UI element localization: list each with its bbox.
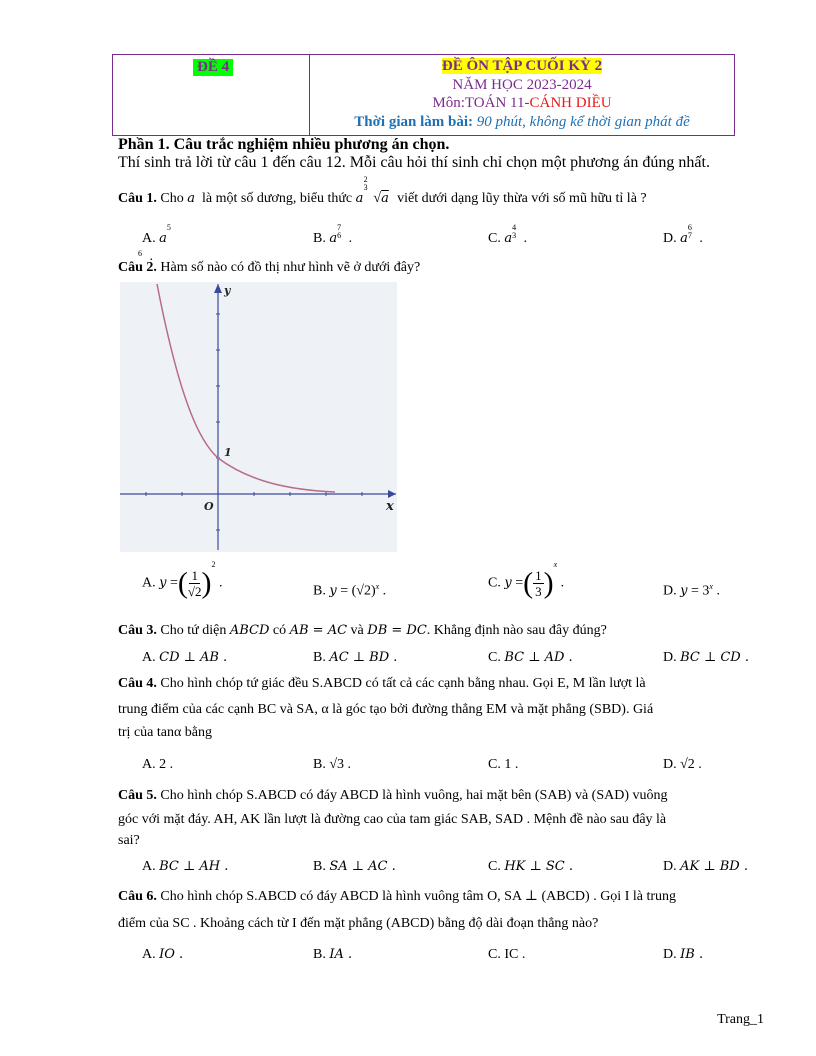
q4-option-d[interactable]: D. √2 . [663,757,702,772]
q1-option-b[interactable]: B. $a^{76}$ . [313,223,353,246]
time-line: Thời gian làm bài: 90 phút, không kể thời gian phát đề [354,113,690,130]
q6-option-b[interactable]: B. IA . [313,947,353,962]
subject-line: Môn:TOÁN 11-CÁNH DIỀU [432,95,612,111]
question-4-line-3: trị của tanα bằng [118,725,213,740]
question-6-line-2: điểm của SC . Khoảng cách từ I đến mặt phẳng (ABCD) bằng độ dài đoạn thẳng nào? [118,916,599,931]
section-title: Phần 1. Câu trắc nghiệm nhiều phương án chọn. [118,136,450,153]
q2-option-a[interactable]: A. y =( $\frac{1}{√2}$ )$^2$ . [142,560,223,600]
q6-option-d[interactable]: D. IB . [663,947,704,962]
q4-option-c[interactable]: C. 1 . [488,757,519,772]
q3-option-b[interactable]: B. AC ⊥ BD . [313,650,398,665]
exam-number-badge: ĐỀ 4 [193,59,233,76]
q3-option-d[interactable]: D. BC ⊥ CD . [663,650,749,665]
exam-title: ĐỀ ÔN TẬP CUỐI KỲ 2 [441,58,603,74]
q3-option-c[interactable]: C. BC ⊥ AD . [488,650,573,665]
q1-option-c[interactable]: C. $a^{43}$ . [488,223,528,246]
header-left-cell [113,55,310,135]
question-1: Câu 1. Cho a là một số dương, biểu thức a 2 3 √a viết dưới dạng lũy thừa với số mũ hữu tỉ là ? [118,175,647,206]
q3-option-a[interactable]: A. CD ⊥ AB . [142,650,228,665]
header-table [112,54,735,136]
question-5-line-2: góc với mặt đáy. AH, AK lần lượt là đường cao của tam giác SAB, SAD . Mệnh đề nào sau đây là [118,812,667,827]
school-year: NĂM HỌC 2023-2024 [452,76,592,93]
question-4-line-2: trung điểm của các cạnh BC và SA, α là góc tạo bởi đường thẳng EM và mặt phẳng (SBD). Giá [118,702,654,717]
q2-option-c[interactable]: C. y =( $\frac{1}{3}$ )$^x$ . [488,560,565,600]
q6-option-c[interactable]: C. IC . [488,947,526,962]
header-right-cell [310,55,734,135]
x-axis-label: x [386,499,394,514]
question-5-line-3: sai? [118,833,140,848]
section-instruction: Thí sinh trả lời từ câu 1 đến câu 12. Mỗi câu hỏi thí sinh chỉ chọn một phương án đúng nhất. [118,154,710,171]
q6-option-a[interactable]: A. IO . [142,947,184,962]
question-4: Câu 4. Cho hình chóp tứ giác đều S.ABCD có tất cả các cạnh bằng nhau. Gọi E, M lần lượt là [118,676,646,691]
question-2: Câu 2. Hàm số nào có đồ thị như hình vẽ ở dưới đây? [118,260,421,275]
question-3: Câu 3. Cho tứ diện ABCD có AB = AC và DB = DC. Khẳng định nào sau đây đúng? [118,623,607,638]
function-graph [120,282,397,552]
q1-option-d[interactable]: D. $a^{67}$ . [663,223,703,246]
q5-option-d[interactable]: D. AK ⊥ BD . [663,859,748,874]
q1-expression: a 2 3 √a [355,175,389,206]
q5-option-b[interactable]: B. SA ⊥ AC . [313,859,396,874]
q5-option-a[interactable]: A. BC ⊥ AH . [142,859,229,874]
graph-background [120,282,397,552]
origin-label: O [204,500,214,513]
q2-option-d[interactable]: D. $y = 3^x$ . [663,582,720,599]
page-number: Trang_1 [717,1012,764,1027]
q4-option-b[interactable]: B. √3 . [313,757,352,772]
q1-option-a[interactable]: A. $a^5$ $^6$ . [138,223,171,264]
q2-option-b[interactable]: B. $y = (√2)^x$ . [313,582,387,599]
question-6: Câu 6. Cho hình chóp S.ABCD có đáy ABCD là hình vuông tâm O, SA ⊥ (ABCD) . Gọi I là trung [118,889,677,904]
one-label: 1 [224,446,232,459]
q4-option-a[interactable]: A. 2 . [142,757,174,772]
question-5: Câu 5. Cho hình chóp S.ABCD có đáy ABCD là hình vuông, hai mặt bên (SAB) và (SAD) vuông [118,788,668,803]
y-axis-label: y [224,284,231,297]
q5-option-c[interactable]: C. HK ⊥ SC . [488,859,573,874]
